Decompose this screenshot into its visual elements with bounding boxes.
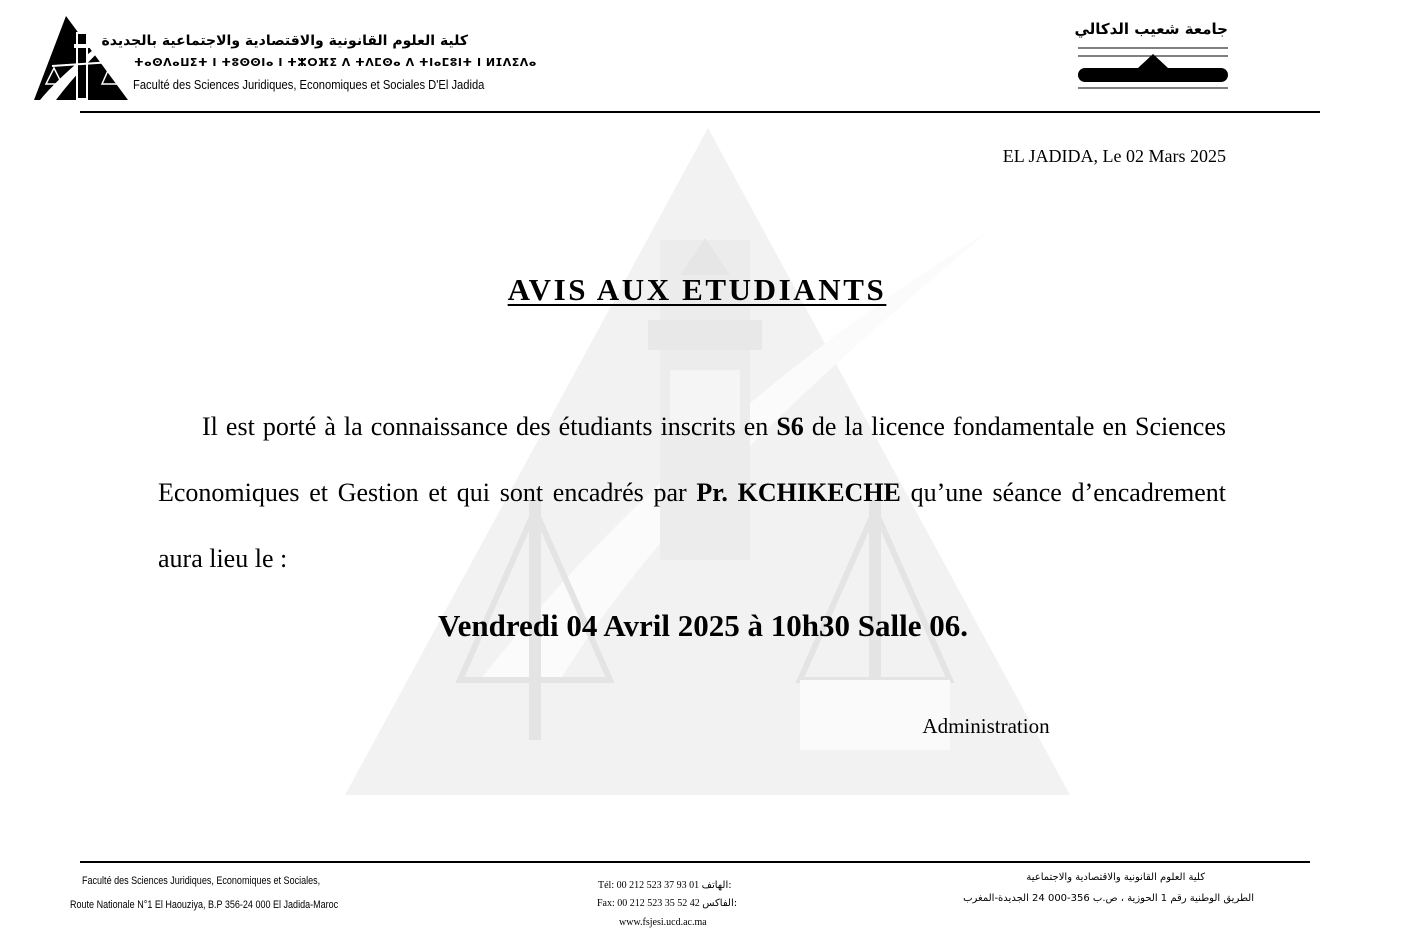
university-logo-icon — [1076, 44, 1230, 92]
faculty-name-french: Faculté des Sciences Juridiques, Economiques et Sociales D'El Jadida — [133, 77, 485, 92]
body-text-part1: Il est porté à la connaissance des étudiants inscrits en — [202, 412, 777, 441]
footer-fax-label-ar: الفاكس: — [702, 898, 738, 909]
faculty-logo-icon — [32, 14, 132, 102]
footer-divider — [80, 861, 1310, 863]
notice-body — [158, 394, 1226, 592]
professor-name: Pr. KCHIKECHE — [696, 478, 901, 507]
session-datetime: Vendredi 04 Avril 2025 à 10h30 Salle 06. — [438, 608, 968, 643]
footer-address-ar-line1: كلية العلوم القانونية والاقتصادية والاجتماعية — [1026, 872, 1205, 883]
footer-phone: Tél: 00 212 523 37 93 01 الهاتف: — [598, 880, 732, 891]
footer-website: www.fsjesi.ucd.ac.ma — [619, 917, 707, 928]
date-line: EL JADIDA, Le 02 Mars 2025 — [1002, 146, 1226, 166]
header-divider — [80, 111, 1320, 113]
university-name-arabic: جامعة شعيب الدكالي — [1074, 20, 1228, 38]
notice-title: AVIS AUX ETUDIANTS — [507, 272, 887, 307]
signature: Administration — [922, 714, 1050, 738]
footer-address-line2: Route Nationale N°1 El Haouziya, B.P 356-24 000 El Jadida-Maroc — [70, 899, 339, 911]
semester-label: S6 — [776, 412, 804, 441]
faculty-name-tifinagh: ⵜⴰⵙⴷⴰⵡⵉⵜ ⵏ ⵜⵓⵙⵙⵏⴰ ⵏ ⵜⵣⵔⴼⵉ ⴷ ⵜⴷⵎⵙⴰ ⴷ ⵜⵏⴰⵎⵓⵏⵜ ⵏ ⵍⵊⴷⵉⴷⴰ — [134, 56, 537, 69]
body-text-part2: de la licence fondamentale en Sciences Economiques et Gestion et qui sont encadrés par — [158, 412, 1226, 507]
footer-fax: Fax: 00 212 523 35 52 42 الفاكس: — [597, 898, 738, 909]
footer-phone-label-ar: الهاتف: — [701, 880, 732, 891]
footer-address-line1: Faculté des Sciences Juridiques, Economiques et Sociales, — [82, 875, 321, 887]
body-text-part3: qu’une séance d’encadrement aura lieu le : — [158, 478, 1226, 573]
footer-address-ar-line2: الطريق الوطنية رقم 1 الحوزية ، ص.ب 356-000 24 الجديدة-المغرب — [963, 893, 1254, 904]
faculty-name-arabic: كلية العلوم القانونية والاقتصادية والاجتماعية بالجديدة — [101, 33, 468, 49]
